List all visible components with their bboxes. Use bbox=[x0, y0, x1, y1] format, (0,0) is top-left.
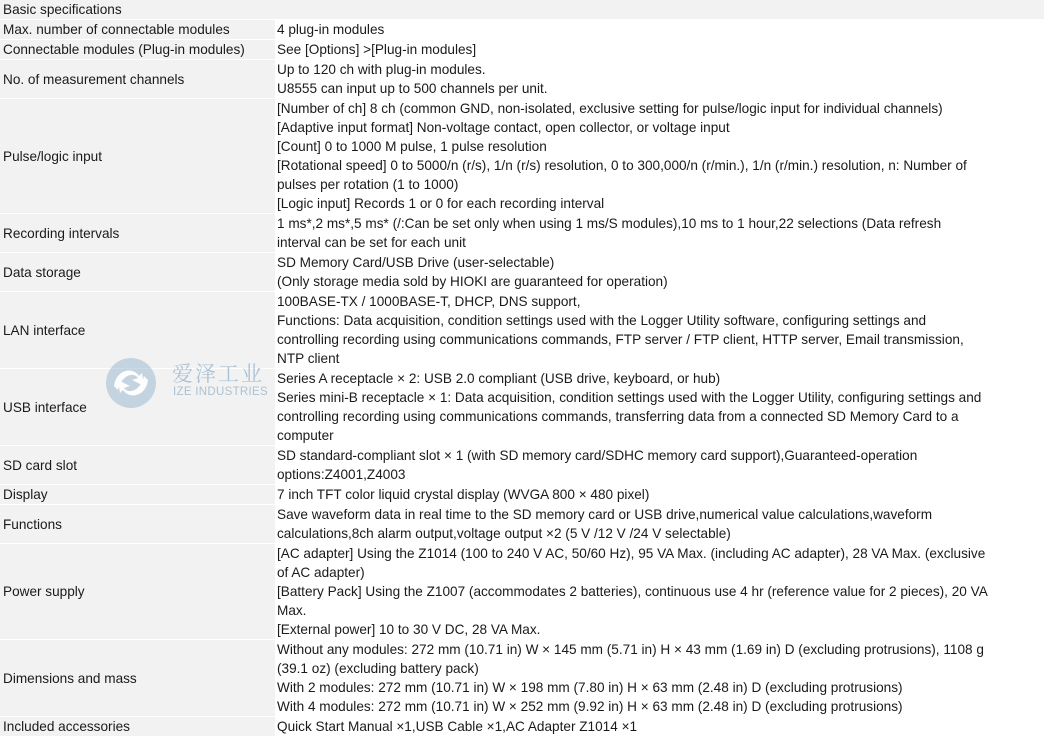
value-line: See [Options] >[Plug-in modules] bbox=[277, 42, 477, 57]
value-line: pulses per rotation (1 to 1000) bbox=[277, 177, 459, 192]
row-label: Data storage bbox=[0, 253, 275, 292]
value-line: NTP client bbox=[277, 351, 340, 366]
row-label: Functions bbox=[0, 505, 275, 544]
table-heading-row bbox=[0, 0, 1044, 20]
value-line: [Number of ch] 8 ch (common GND, non-isolated, exclusive setting for pulse/logic input for individual channels) bbox=[277, 101, 943, 116]
row-label: Max. number of connectable modules bbox=[0, 20, 275, 40]
value-line: Max. bbox=[277, 603, 307, 618]
value-line: 1 ms*,2 ms*,5 ms* (/:Can be set only when using 1 ms/S modules),10 ms to 1 hour,22 selections (Data refresh bbox=[277, 216, 942, 231]
value-line: calculations,8ch alarm output,voltage output ×2 (5 V /12 V /24 V selectable) bbox=[277, 526, 731, 541]
value-line: 7 inch TFT color liquid crystal display (WVGA 800 × 480 pixel) bbox=[277, 487, 650, 502]
row-label: Pulse/logic input bbox=[0, 99, 275, 214]
value-line: [Logic input] Records 1 or 0 for each recording interval bbox=[277, 196, 605, 211]
value-line: [Count] 0 to 1000 M pulse, 1 pulse resolution bbox=[277, 139, 547, 154]
row-value bbox=[275, 40, 1044, 60]
table-row bbox=[0, 40, 1044, 60]
table-row bbox=[0, 369, 1044, 446]
table-row bbox=[0, 717, 1044, 737]
row-label: Included accessories bbox=[0, 717, 275, 737]
watermark-chinese-text: 爱泽工业 bbox=[172, 362, 264, 386]
row-value bbox=[275, 292, 1044, 369]
value-line: U8555 can input up to 500 channels per unit. bbox=[277, 81, 548, 96]
row-label: SD card slot bbox=[0, 446, 275, 485]
value-line: options:Z4001,Z4003 bbox=[277, 467, 406, 482]
value-line: 100BASE-TX / 1000BASE-T, DHCP, DNS support, bbox=[277, 294, 581, 309]
row-label: Display bbox=[0, 485, 275, 505]
value-line: [AC adapter] Using the Z1014 (100 to 240 V AC, 50/60 Hz), 95 VA Max. (including AC adapter), 28 VA Max. (exclusive bbox=[277, 546, 986, 561]
row-label: Power supply bbox=[0, 544, 275, 640]
value-line: of AC adapter) bbox=[277, 565, 365, 580]
value-line: [External power] 10 to 30 V DC, 28 VA Max. bbox=[277, 622, 541, 637]
row-value bbox=[275, 446, 1044, 485]
row-value bbox=[275, 20, 1044, 40]
value-line: computer bbox=[277, 428, 334, 443]
row-value bbox=[275, 214, 1044, 253]
row-value bbox=[275, 369, 1044, 446]
row-value bbox=[275, 505, 1044, 544]
row-value bbox=[275, 60, 1044, 99]
value-line: SD standard-compliant slot × 1 (with SD memory card/SDHC memory card support),Guaranteed-operation bbox=[277, 448, 918, 463]
row-value bbox=[275, 99, 1044, 214]
row-value bbox=[275, 544, 1044, 640]
value-line: [Adaptive input format] Non-voltage contact, open collector, or voltage input bbox=[277, 120, 730, 135]
table-row bbox=[0, 292, 1044, 369]
value-line: Series A receptacle × 2: USB 2.0 compliant (USB drive, keyboard, or hub) bbox=[277, 371, 721, 386]
table-row bbox=[0, 60, 1044, 99]
value-line: controlling recording using communications commands, transferring data from a connected SD Memory Card to a bbox=[277, 409, 959, 424]
value-line: Quick Start Manual ×1,USB Cable ×1,AC Adapter Z1014 ×1 bbox=[277, 719, 638, 734]
value-line: Series mini-B receptacle × 1: Data acquisition, condition settings used with the Logger Utility, configuring settings and bbox=[277, 390, 982, 405]
row-label: LAN interface bbox=[0, 292, 275, 369]
value-line: (39.1 oz) (excluding battery pack) bbox=[277, 661, 479, 676]
row-value bbox=[275, 717, 1044, 737]
table-row bbox=[0, 544, 1044, 640]
value-line: interval can be set for each unit bbox=[277, 235, 466, 250]
row-label: No. of measurement channels bbox=[0, 60, 275, 99]
row-label: Recording intervals bbox=[0, 214, 275, 253]
table-row bbox=[0, 20, 1044, 40]
table-row bbox=[0, 485, 1044, 505]
table-row bbox=[0, 253, 1044, 292]
table-row bbox=[0, 99, 1044, 214]
value-line: Save waveform data in real time to the SD memory card or USB drive,numerical value calculations,waveform bbox=[277, 507, 933, 522]
row-label: Dimensions and mass bbox=[0, 640, 275, 717]
value-line: [Rotational speed] 0 to 5000/n (r/s), 1/n (r/s) resolution, 0 to 300,000/n (r/min.), 1/n (r/min.) resolution, n: Number of bbox=[277, 158, 967, 173]
table-row bbox=[0, 446, 1044, 485]
value-line: (Only storage media sold by HIOKI are guaranteed for operation) bbox=[277, 274, 668, 289]
value-line: SD Memory Card/USB Drive (user-selectable) bbox=[277, 255, 555, 270]
watermark-english-text: IZE INDUSTRIES bbox=[173, 386, 268, 398]
row-value bbox=[275, 640, 1044, 717]
value-line: Up to 120 ch with plug-in modules. bbox=[277, 62, 486, 77]
value-line: Without any modules: 272 mm (10.71 in) W × 145 mm (5.71 in) H × 43 mm (1.69 in) D (excluding protrusions), 1108 g bbox=[277, 642, 984, 657]
table-row bbox=[0, 640, 1044, 717]
row-value bbox=[275, 485, 1044, 505]
row-label: USB interface bbox=[0, 369, 275, 446]
value-line: 4 plug-in modules bbox=[277, 22, 385, 37]
value-line: Functions: Data acquisition, condition settings used with the Logger Utility software, configuring settings and bbox=[277, 313, 927, 328]
value-line: With 4 modules: 272 mm (10.71 in) W × 252 mm (9.92 in) H × 63 mm (2.48 in) D (excluding protrusions) bbox=[277, 699, 903, 714]
row-value bbox=[275, 253, 1044, 292]
table-row bbox=[0, 505, 1044, 544]
table-row bbox=[0, 214, 1044, 253]
value-line: With 2 modules: 272 mm (10.71 in) W × 198 mm (7.80 in) H × 63 mm (2.48 in) D (excluding protrusions) bbox=[277, 680, 903, 695]
row-label: Connectable modules (Plug-in modules) bbox=[0, 40, 275, 60]
table-heading: Basic specifications bbox=[0, 0, 1044, 20]
value-line: controlling recording using communications commands, FTP server / FTP client, HTTP server, Email transmission, bbox=[277, 332, 964, 347]
value-line: [Battery Pack] Using the Z1007 (accommodates 2 batteries), continuous use 4 hr (reference value for 2 pieces), 20 VA bbox=[277, 584, 988, 599]
